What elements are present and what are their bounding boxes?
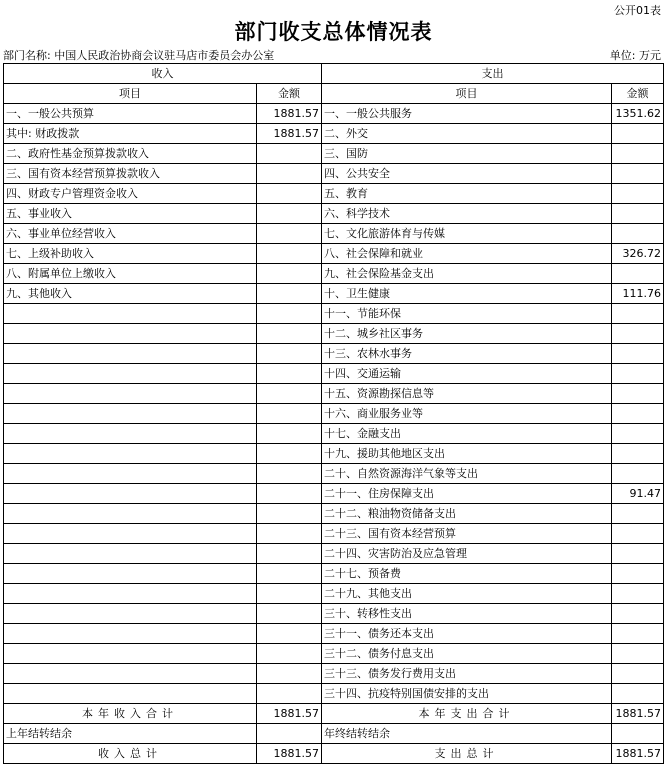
expense-amount xyxy=(612,464,664,484)
expense-amount xyxy=(612,444,664,464)
expense-item: 三、国防 xyxy=(322,144,612,164)
income-amount xyxy=(257,344,322,364)
expense-item: 一、一般公共服务 xyxy=(322,104,612,124)
income-item: 二、政府性基金预算拨款收入 xyxy=(4,144,257,164)
table-row xyxy=(4,404,664,424)
table-row xyxy=(4,464,664,484)
income-item: 七、上级补助收入 xyxy=(4,244,257,264)
income-item xyxy=(4,304,257,324)
income-amount xyxy=(257,224,322,244)
expense-amount xyxy=(612,344,664,364)
expense-item: 八、社会保障和就业 xyxy=(322,244,612,264)
expense-amount xyxy=(612,424,664,444)
expense-item: 二十二、粮油物资储备支出 xyxy=(322,504,612,524)
expense-amount xyxy=(612,224,664,244)
unit-label: 单位: 万元 xyxy=(609,49,661,62)
income-amount xyxy=(257,364,322,384)
expense-total-label: 支出总计 xyxy=(322,744,612,764)
income-amount xyxy=(257,624,322,644)
table-row xyxy=(4,504,664,524)
income-item xyxy=(4,584,257,604)
income-item: 四、财政专户管理资金收入 xyxy=(4,184,257,204)
table-row xyxy=(4,424,664,444)
expense-amount xyxy=(612,524,664,544)
income-amount xyxy=(257,264,322,284)
expense-amount xyxy=(612,324,664,344)
income-item: 九、其他收入 xyxy=(4,284,257,304)
carry-over-row xyxy=(4,724,664,744)
income-item xyxy=(4,404,257,424)
column-header-row xyxy=(4,84,664,104)
year-expense-label: 本年支出合计 xyxy=(322,704,612,724)
income-item-header: 项目 xyxy=(4,84,257,104)
expense-amount xyxy=(612,184,664,204)
income-item: 八、附属单位上缴收入 xyxy=(4,264,257,284)
expense-item: 二、外交 xyxy=(322,124,612,144)
income-item xyxy=(4,644,257,664)
table-row xyxy=(4,364,664,384)
year-income-amount: 1881.57 xyxy=(257,704,322,724)
expense-amount: 111.76 xyxy=(612,284,664,304)
income-item xyxy=(4,604,257,624)
income-amount xyxy=(257,304,322,324)
expense-total-amount: 1881.57 xyxy=(612,744,664,764)
income-amount xyxy=(257,164,322,184)
income-total-amount: 1881.57 xyxy=(257,744,322,764)
expense-amount xyxy=(612,264,664,284)
form-code: 公开01表 xyxy=(614,4,661,17)
table-row xyxy=(4,624,664,644)
income-amount xyxy=(257,524,322,544)
table-row xyxy=(4,604,664,624)
table-row xyxy=(4,144,664,164)
expense-amount: 326.72 xyxy=(612,244,664,264)
income-item xyxy=(4,664,257,684)
income-amount xyxy=(257,284,322,304)
table-row xyxy=(4,264,664,284)
budget-table xyxy=(3,63,664,764)
income-amount xyxy=(257,444,322,464)
expense-item-header: 项目 xyxy=(322,84,612,104)
table-row xyxy=(4,224,664,244)
expense-item: 十五、资源勘探信息等 xyxy=(322,384,612,404)
expense-item: 三十二、债务付息支出 xyxy=(322,644,612,664)
income-amount xyxy=(257,684,322,704)
carry-out-label: 年终结转结余 xyxy=(322,724,612,744)
expense-item: 十三、农林水事务 xyxy=(322,344,612,364)
table-row xyxy=(4,204,664,224)
table-row xyxy=(4,584,664,604)
income-item xyxy=(4,364,257,384)
income-item xyxy=(4,684,257,704)
year-income-label: 本年收入合计 xyxy=(4,704,257,724)
income-item: 一、一般公共预算 xyxy=(4,104,257,124)
page-title: 部门收支总体情况表 xyxy=(234,20,433,44)
year-total-row xyxy=(4,704,664,724)
expense-amount xyxy=(612,644,664,664)
table-row xyxy=(4,684,664,704)
income-amount xyxy=(257,144,322,164)
expense-item: 十、卫生健康 xyxy=(322,284,612,304)
income-item: 五、事业收入 xyxy=(4,204,257,224)
income-amount-header: 金额 xyxy=(257,84,322,104)
table-row xyxy=(4,244,664,264)
expense-item: 二十九、其他支出 xyxy=(322,584,612,604)
expense-item: 十一、节能环保 xyxy=(322,304,612,324)
income-amount xyxy=(257,384,322,404)
table-row xyxy=(4,524,664,544)
income-amount xyxy=(257,484,322,504)
income-amount xyxy=(257,604,322,624)
table-row xyxy=(4,344,664,364)
table-row xyxy=(4,324,664,344)
expense-item: 二十四、灾害防治及应急管理 xyxy=(322,544,612,564)
income-amount xyxy=(257,424,322,444)
expense-item: 十四、交通运输 xyxy=(322,364,612,384)
expense-amount xyxy=(612,684,664,704)
expense-amount xyxy=(612,304,664,324)
income-amount xyxy=(257,324,322,344)
section-header-row xyxy=(4,64,664,84)
grand-total-row xyxy=(4,744,664,764)
expense-item: 二十一、住房保障支出 xyxy=(322,484,612,504)
income-total-label: 收入总计 xyxy=(4,744,257,764)
income-item: 三、国有资本经营预算拨款收入 xyxy=(4,164,257,184)
table-row xyxy=(4,304,664,324)
expense-item: 五、教育 xyxy=(322,184,612,204)
expense-amount xyxy=(612,384,664,404)
income-amount xyxy=(257,244,322,264)
expense-amount xyxy=(612,364,664,384)
income-amount xyxy=(257,504,322,524)
expense-item: 三十一、债务还本支出 xyxy=(322,624,612,644)
income-amount xyxy=(257,464,322,484)
expense-item: 二十三、国有资本经营预算 xyxy=(322,524,612,544)
table-row xyxy=(4,644,664,664)
expense-item: 四、公共安全 xyxy=(322,164,612,184)
table-row xyxy=(4,664,664,684)
expense-section-header: 支出 xyxy=(322,64,664,84)
expense-amount xyxy=(612,624,664,644)
expense-item: 十七、金融支出 xyxy=(322,424,612,444)
table-row xyxy=(4,124,664,144)
income-item xyxy=(4,464,257,484)
expense-amount xyxy=(612,604,664,624)
expense-amount: 91.47 xyxy=(612,484,664,504)
expense-item: 九、社会保险基金支出 xyxy=(322,264,612,284)
income-item xyxy=(4,444,257,464)
expense-item: 七、文化旅游体育与传媒 xyxy=(322,224,612,244)
table-row xyxy=(4,384,664,404)
expense-item: 十六、商业服务业等 xyxy=(322,404,612,424)
expense-amount xyxy=(612,584,664,604)
table-row xyxy=(4,104,664,124)
department-name: 部门名称: 中国人民政治协商会议驻马店市委员会办公室 xyxy=(3,49,275,62)
expense-amount xyxy=(612,164,664,184)
expense-item: 三十四、抗疫特别国债安排的支出 xyxy=(322,684,612,704)
table-row xyxy=(4,164,664,184)
table-row xyxy=(4,444,664,464)
income-amount xyxy=(257,664,322,684)
expense-item: 十九、援助其他地区支出 xyxy=(322,444,612,464)
expense-item: 三十三、债务发行费用支出 xyxy=(322,664,612,684)
income-item xyxy=(4,624,257,644)
income-amount xyxy=(257,564,322,584)
income-item: 六、事业单位经营收入 xyxy=(4,224,257,244)
income-amount xyxy=(257,404,322,424)
expense-item: 二十、自然资源海洋气象等支出 xyxy=(322,464,612,484)
carry-in-amount xyxy=(257,724,322,744)
income-item xyxy=(4,564,257,584)
year-expense-amount: 1881.57 xyxy=(612,704,664,724)
carry-out-amount xyxy=(612,724,664,744)
income-section-header: 收入 xyxy=(4,64,322,84)
income-item: 其中: 财政拨款 xyxy=(4,124,257,144)
table-row xyxy=(4,484,664,504)
income-amount xyxy=(257,644,322,664)
expense-amount xyxy=(612,204,664,224)
expense-item: 六、科学技术 xyxy=(322,204,612,224)
income-amount xyxy=(257,204,322,224)
income-item xyxy=(4,524,257,544)
income-item xyxy=(4,344,257,364)
income-item xyxy=(4,384,257,404)
expense-amount xyxy=(612,564,664,584)
expense-item: 三十、转移性支出 xyxy=(322,604,612,624)
income-amount: 1881.57 xyxy=(257,124,322,144)
expense-amount xyxy=(612,504,664,524)
table-row xyxy=(4,544,664,564)
income-amount xyxy=(257,184,322,204)
income-item xyxy=(4,424,257,444)
expense-amount xyxy=(612,144,664,164)
expense-amount-header: 金额 xyxy=(612,84,664,104)
expense-item: 二十七、预备费 xyxy=(322,564,612,584)
expense-amount: 1351.62 xyxy=(612,104,664,124)
income-amount: 1881.57 xyxy=(257,104,322,124)
carry-in-label: 上年结转结余 xyxy=(4,724,257,744)
income-item xyxy=(4,504,257,524)
income-item xyxy=(4,484,257,504)
table-row xyxy=(4,284,664,304)
expense-amount xyxy=(612,404,664,424)
income-amount xyxy=(257,584,322,604)
table-row xyxy=(4,564,664,584)
income-amount xyxy=(257,544,322,564)
table-row xyxy=(4,184,664,204)
expense-item: 十二、城乡社区事务 xyxy=(322,324,612,344)
expense-amount xyxy=(612,124,664,144)
income-item xyxy=(4,324,257,344)
expense-amount xyxy=(612,664,664,684)
income-item xyxy=(4,544,257,564)
expense-amount xyxy=(612,544,664,564)
